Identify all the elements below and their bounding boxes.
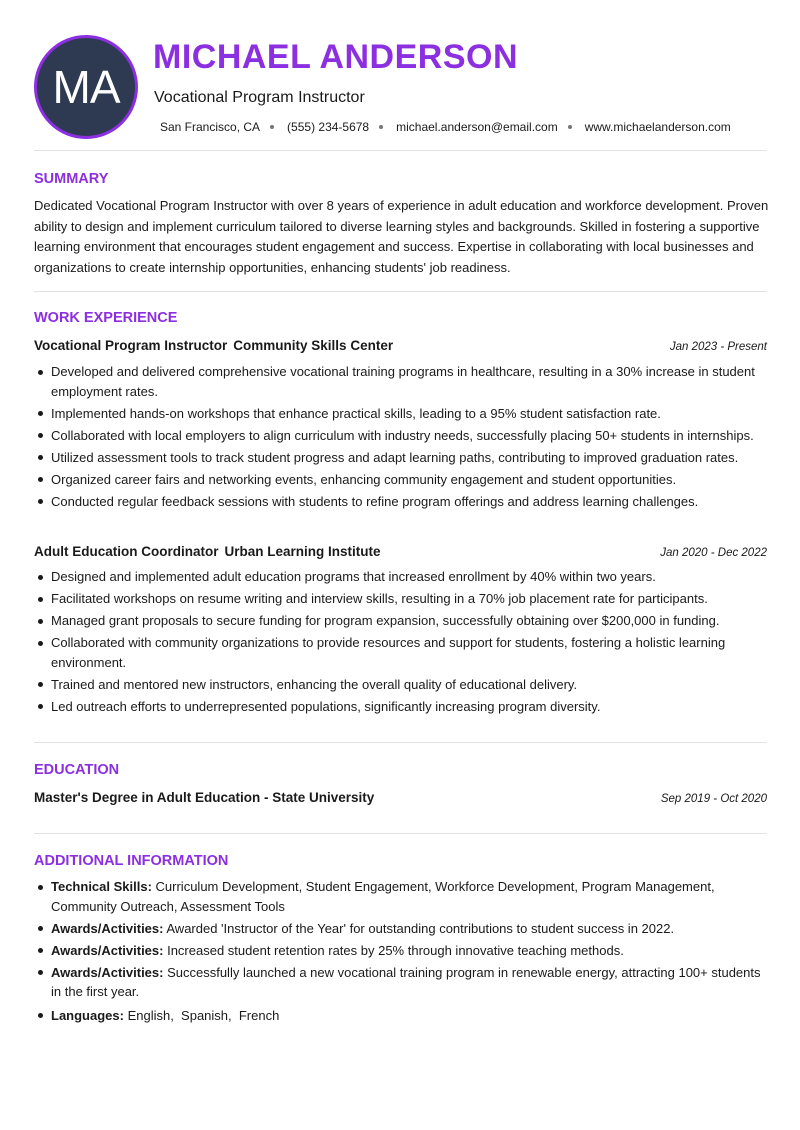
list-item <box>34 877 774 916</box>
job-dates: Jan 2020 - Dec 2022 <box>660 547 767 559</box>
avatar <box>34 35 138 139</box>
contact-email[interactable]: michael.anderson@email.com <box>396 120 558 134</box>
contact-website[interactable]: www.michaelanderson.com <box>584 120 731 134</box>
divider <box>34 150 767 151</box>
divider <box>34 833 767 834</box>
job-header <box>34 544 767 559</box>
additional-heading: ADDITIONAL INFORMATION <box>34 853 229 869</box>
summary-heading: SUMMARY <box>34 171 109 187</box>
additional-list <box>34 877 774 1028</box>
job-bullets <box>34 362 774 514</box>
item-text: Curriculum Development, Student Engagement, Workforce Development, Program Management, Community Outreach, Assessment Tools <box>51 879 715 914</box>
list-item: Utilized assessment tools to track student progress and adapt learning paths, contributing to improved graduation rates. <box>34 448 774 468</box>
separator-dot <box>379 125 383 129</box>
list-item: Led outreach efforts to underrepresented populations, significantly increasing program diversity. <box>34 697 774 717</box>
experience-heading: WORK EXPERIENCE <box>34 310 178 326</box>
list-item: Facilitated workshops on resume writing and interview skills, resulting in a 70% job placement rate for participants. <box>34 589 774 609</box>
job-title <box>34 544 381 559</box>
item-text: Successfully launched a new vocational training program in renewable energy, attracting 100+ students in the first year. <box>51 964 761 999</box>
summary-text: Dedicated Vocational Program Instructor with over 8 years of experience in adult education and workforce development. Proven ability to design and implement curriculum tailored to diverse learning styles and backgrounds. Skilled in fostering a supportive learning environment that encourages student engagement and success. Expertise in collaborating with local businesses and organizations to create internship opportunities, enhancing students' job readiness. <box>34 198 769 275</box>
item-text: Increased student retention rates by 25% through innovative teaching methods. <box>163 942 624 958</box>
list-item: Trained and mentored new instructors, enhancing the overall quality of educational delivery. <box>34 675 774 695</box>
candidate-name: MICHAEL ANDERSON <box>153 38 519 76</box>
list-item: Managed grant proposals to secure funding for program expansion, successfully obtaining over $200,000 in funding. <box>34 611 774 631</box>
contact-location: San Francisco, CA <box>160 120 261 134</box>
job-company: Urban Learning Institute <box>224 544 381 559</box>
job-dates: Jan 2023 - Present <box>669 341 767 353</box>
education-degree: Master's Degree in Adult Education - State University <box>34 790 375 805</box>
job-header <box>34 338 767 353</box>
candidate-role: Vocational Program Instructor <box>154 89 365 106</box>
list-item: Developed and delivered comprehensive vocational training programs in healthcare, resulting in a 30% increase in student employment rates. <box>34 362 774 401</box>
item-text: English, Spanish, French <box>123 1007 280 1023</box>
avatar-initials: MA <box>52 61 120 113</box>
list-item: Collaborated with local employers to align curriculum with industry needs, successfully placing 50+ students in internships. <box>34 426 774 446</box>
job-title <box>34 338 393 353</box>
list-item: Collaborated with community organizations to provide resources and support for students, fostering a holistic learning environment. <box>34 633 774 672</box>
list-item <box>34 1006 774 1026</box>
contact-phone: (555) 234-5678 <box>287 120 370 134</box>
item-label: Awards/Activities: <box>51 920 164 936</box>
education-dates: Sep 2019 - Oct 2020 <box>660 793 767 805</box>
item-label: Awards/Activities: <box>51 964 164 980</box>
list-item <box>34 963 774 1002</box>
job-position: Vocational Program Instructor <box>34 338 228 353</box>
contact-line <box>160 120 731 134</box>
list-item: Designed and implemented adult education programs that increased enrollment by 40% within two years. <box>34 567 774 587</box>
list-item: Conducted regular feedback sessions with students to refine program offerings and address learning challenges. <box>34 492 774 512</box>
item-label: Technical Skills: <box>51 879 152 894</box>
divider <box>34 742 767 743</box>
separator-dot <box>568 125 572 129</box>
list-item: Organized career fairs and networking events, enhancing community engagement and student opportunities. <box>34 470 774 490</box>
education-entry <box>34 790 767 805</box>
item-label: Languages: <box>51 1007 124 1023</box>
separator-dot <box>270 125 274 129</box>
item-label: Awards/Activities: <box>51 942 164 958</box>
job-position: Adult Education Coordinator <box>34 544 219 559</box>
divider <box>34 291 767 292</box>
list-item <box>34 941 774 961</box>
item-text: Awarded 'Instructor of the Year' for outstanding contributions to student success in 2022. <box>163 920 675 936</box>
job-bullets <box>34 567 774 719</box>
education-heading: EDUCATION <box>34 762 120 778</box>
job-company: Community Skills Center <box>233 338 394 353</box>
list-item <box>34 919 774 939</box>
list-item: Implemented hands-on workshops that enhance practical skills, leading to a 95% student satisfaction rate. <box>34 404 774 424</box>
